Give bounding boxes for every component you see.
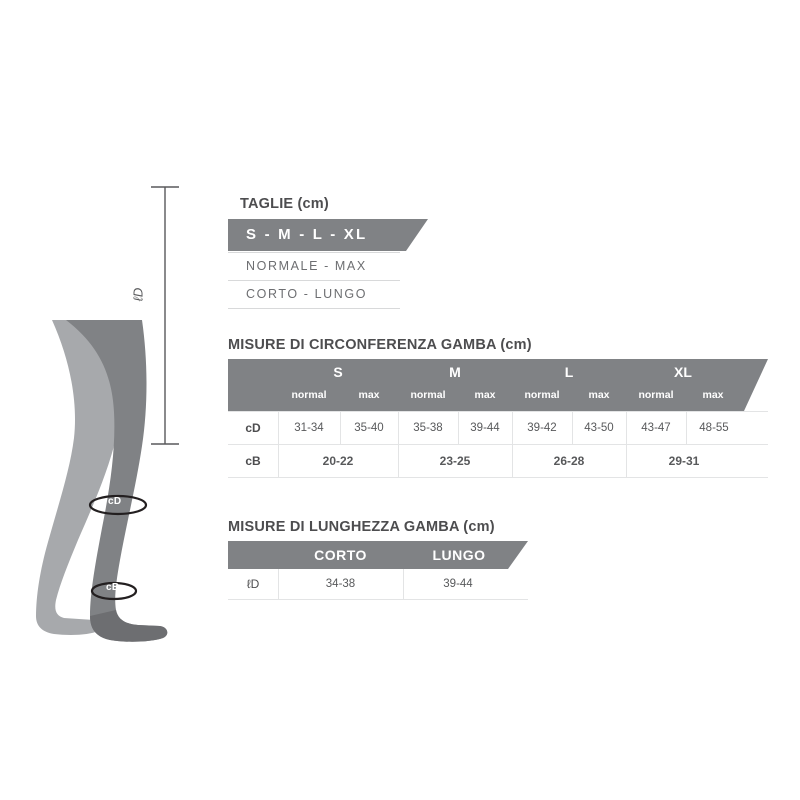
circumference-row-label-cb: cB [245,454,261,468]
cell-cd-l-normal: 39-42 [527,422,557,434]
circumference-sub-l-normal: normal [524,389,560,401]
cell-ld-corto: 34-38 [325,578,356,590]
circumference-size-s: S [333,364,343,380]
circumference-size-l: L [564,364,574,380]
circumference-table [228,359,768,483]
length-row-label-ld: ℓD [246,577,260,591]
circumference-size-xl: XL [674,364,692,380]
cell-cb-l: 26-28 [553,454,585,468]
circumference-sub-s-normal: normal [291,389,327,401]
sizes-block-title: TAGLIE (cm) [240,196,329,212]
circumference-sub-s-max: max [358,389,380,401]
table-row [228,411,768,445]
length-header-corto: CORTO [314,547,367,563]
cb-figure-label: cB [106,582,120,593]
sizes-banner-label: S - M - L - XL [246,226,368,243]
circumference-sub-m-max: max [474,389,496,401]
circumference-sub-l-max: max [588,389,610,401]
cell-ld-lungo: 39-44 [443,578,473,590]
length-table-title: MISURE DI LUNGHEZZA GAMBA (cm) [228,519,495,535]
circumference-table-title: MISURE DI CIRCONFERENZA GAMBA (cm) [228,337,532,353]
length-header-lungo: LUNGO [432,547,486,563]
table-row [228,569,528,600]
cell-cd-m-max: 39-44 [470,422,500,434]
cell-cb-xl: 29-31 [668,454,700,468]
sizes-divider-bottom [228,308,400,309]
cell-cd-l-max: 43-50 [584,422,614,434]
cd-figure-label: cD [108,496,122,507]
circumference-row-label-cd: cD [245,421,261,435]
length-bracket [145,183,185,448]
circumference-sub-xl-max: max [702,389,724,401]
sizes-banner [228,219,428,251]
circumference-sub-xl-normal: normal [638,389,674,401]
sizes-row-normale-max: NORMALE - MAX [246,259,367,273]
circumference-sub-m-normal: normal [410,389,446,401]
sizes-row-corto-lungo: CORTO - LUNGO [246,287,368,301]
length-bracket-svg [145,183,185,448]
cell-cd-s-max: 35-40 [354,422,384,434]
cell-cd-s-normal: 31-34 [294,422,324,434]
circumference-size-m: M [449,364,461,380]
cell-cd-xl-normal: 43-47 [641,422,671,434]
foot-shape [90,610,167,642]
cell-cd-xl-max: 48-55 [699,422,729,434]
length-table-body [228,569,528,600]
circumference-table-body [228,411,768,478]
cell-cb-m: 23-25 [439,454,471,468]
sizes-divider-top [228,252,400,253]
cell-cb-s: 20-22 [322,454,354,468]
sizes-divider-middle [228,280,400,281]
cell-cd-m-normal: 35-38 [413,422,443,434]
table-row [228,445,768,478]
ld-figure-label: ℓD [130,287,146,302]
